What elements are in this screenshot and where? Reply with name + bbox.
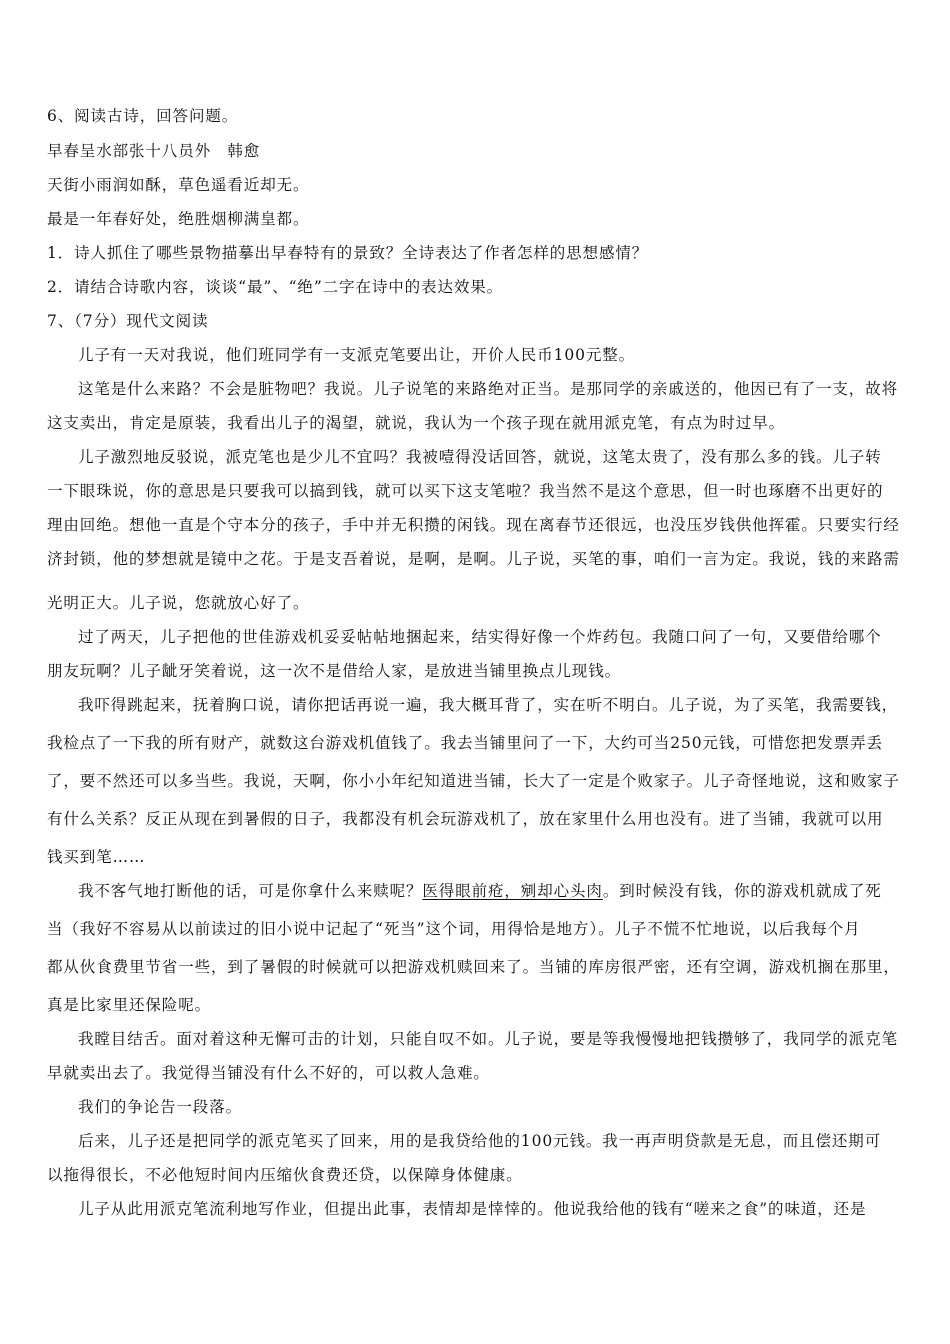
passage-line: 儿子激烈地反驳说，派克笔也是少儿不宜吗？我被噎得没话回答，就说，这笔太贵了，没有那么多的钱。儿子转 [78,448,882,466]
sub-question-1: 1．诗人抓住了哪些景物描摹出早春特有的景致？全诗表达了作者怎样的思想感情？ [47,244,649,262]
passage-line: 了，要不然还可以多当些。我说，天啊，你小小年纪知道进当铺，长大了一定是个败家子。儿子奇怪地说，这和败家子 [47,772,900,790]
poem-line-1: 天街小雨润如酥，草色遥看近却无。 [47,176,310,194]
passage-line [78,881,907,901]
poem-title: 早春呈水部张十八员外 韩愈 [47,142,261,160]
passage-line: 朋友玩啊？儿子龇牙笑着说，这一次不是借给人家，是放进当铺里换点儿现钱。 [47,662,622,680]
passage-line: 钱买到笔…… [47,848,146,866]
passage-line: 都从伙食费里节省一些，到了暑假的时候就可以把游戏机赎回来了。当铺的库房很严密，还有空调，游戏机搁在那里， [47,958,900,976]
passage-line: 以拖得很长，不必他短时间内压缩伙食费还贷，以保障身体健康。 [47,1166,523,1184]
passage-line: 早就卖出去了。我觉得当铺没有什么不好的，可以救人急难。 [47,1064,490,1082]
passage-line: 这支卖出，肯定是原装，我看出儿子的渴望，就说，我认为一个孩子现在就用派克笔，有点为时过早。 [47,414,786,432]
passage-line: 济封锁，他的梦想就是镜中之花。于是支吾着说，是啊，是啊。儿子说，买笔的事，咱们一言为定。我说，钱的来路需 [47,550,900,568]
passage-line: 我瞠目结舌。面对着这种无懈可击的计划，只能自叹不如。儿子说，要是等我慢慢地把钱攒够了，我同学的派克笔 [78,1030,899,1048]
passage-line: 这笔是什么来路？不会是脏物吧？我说。儿子说笔的来路绝对正当。是那同学的亲戚送的，他因已有了一支，故将 [78,380,899,398]
passage-line: 有什么关系？反正从现在到暑假的日子，我都没有机会玩游戏机了，放在家里什么用也没有。进了当铺，我就可以用 [47,810,884,828]
passage-text: 到时候没有钱，你的游戏机就成了死 [619,882,882,900]
passage-line: 真是比家里还保险呢。 [47,996,212,1014]
passage-line: 我们的争论告一段落。 [78,1098,243,1116]
passage-line: 后来，儿子还是把同学的派克笔买了回来，用的是我贷给他的100元钱。我一再声明贷款是无息，而且偿还期可 [78,1132,882,1150]
passage-line: 我吓得跳起来，抚着胸口说，请你把话再说一遍，我大概耳背了，实在听不明白。儿子说，为了买笔，我需要钱， [78,696,899,714]
passage-line: 儿子从此用派克笔流利地写作业，但提出此事，表情却是悻悻的。他说我给他的钱有“嗟来之食”的味道，还是 [78,1200,867,1218]
sub-question-2: 2．请结合诗歌内容，谈谈“最”、“绝”二字在诗中的表达效果。 [47,278,504,296]
question-7-title: 7、（7分）现代文阅读 [47,312,209,330]
poem-line-2: 最是一年春好处，绝胜烟柳满皇都。 [47,210,310,228]
passage-text: 。 [602,882,620,900]
passage-line: 儿子有一天对我说，他们班同学有一支派克笔要出让，开价人民币100元整。 [78,346,636,364]
passage-line: 理由回绝。想他一直是个守本分的孩子，手中并无积攒的闲钱。现在离春节还很远，也没压岁钱供他挥霍。只要实行经 [47,516,900,534]
passage-line: 我检点了一下我的所有财产，就数这台游戏机值钱了。我去当铺里问了一下，大约可当250元钱，可惜您把发票弄丢 [47,734,883,752]
passage-line: 一下眼珠说，你的意思是只要我可以搞到钱，就可以买下这支笔啦？我当然不是这个意思，但一时也琢磨不出更好的 [47,482,884,500]
question-6-title: 6、阅读古诗，回答问题。 [47,107,239,125]
passage-line: 光明正大。儿子说，您就放心好了。 [47,594,310,612]
underlined-phrase: 医得眼前疮，剜却心头肉 [422,882,603,900]
passage-text: 我不客气地打断他的话，可是你拿什么来赎呢？ [78,882,423,900]
passage-line: 当（我好不容易从以前读过的旧小说中记起了“死当”这个词，用得恰是地方）。儿子不慌不忙地说，以后我每个月 [47,920,861,938]
passage-line: 过了两天，儿子把他的世佳游戏机妥妥帖帖地捆起来，结实得好像一个炸药包。我随口问了一句，又要借给哪个 [78,628,882,646]
